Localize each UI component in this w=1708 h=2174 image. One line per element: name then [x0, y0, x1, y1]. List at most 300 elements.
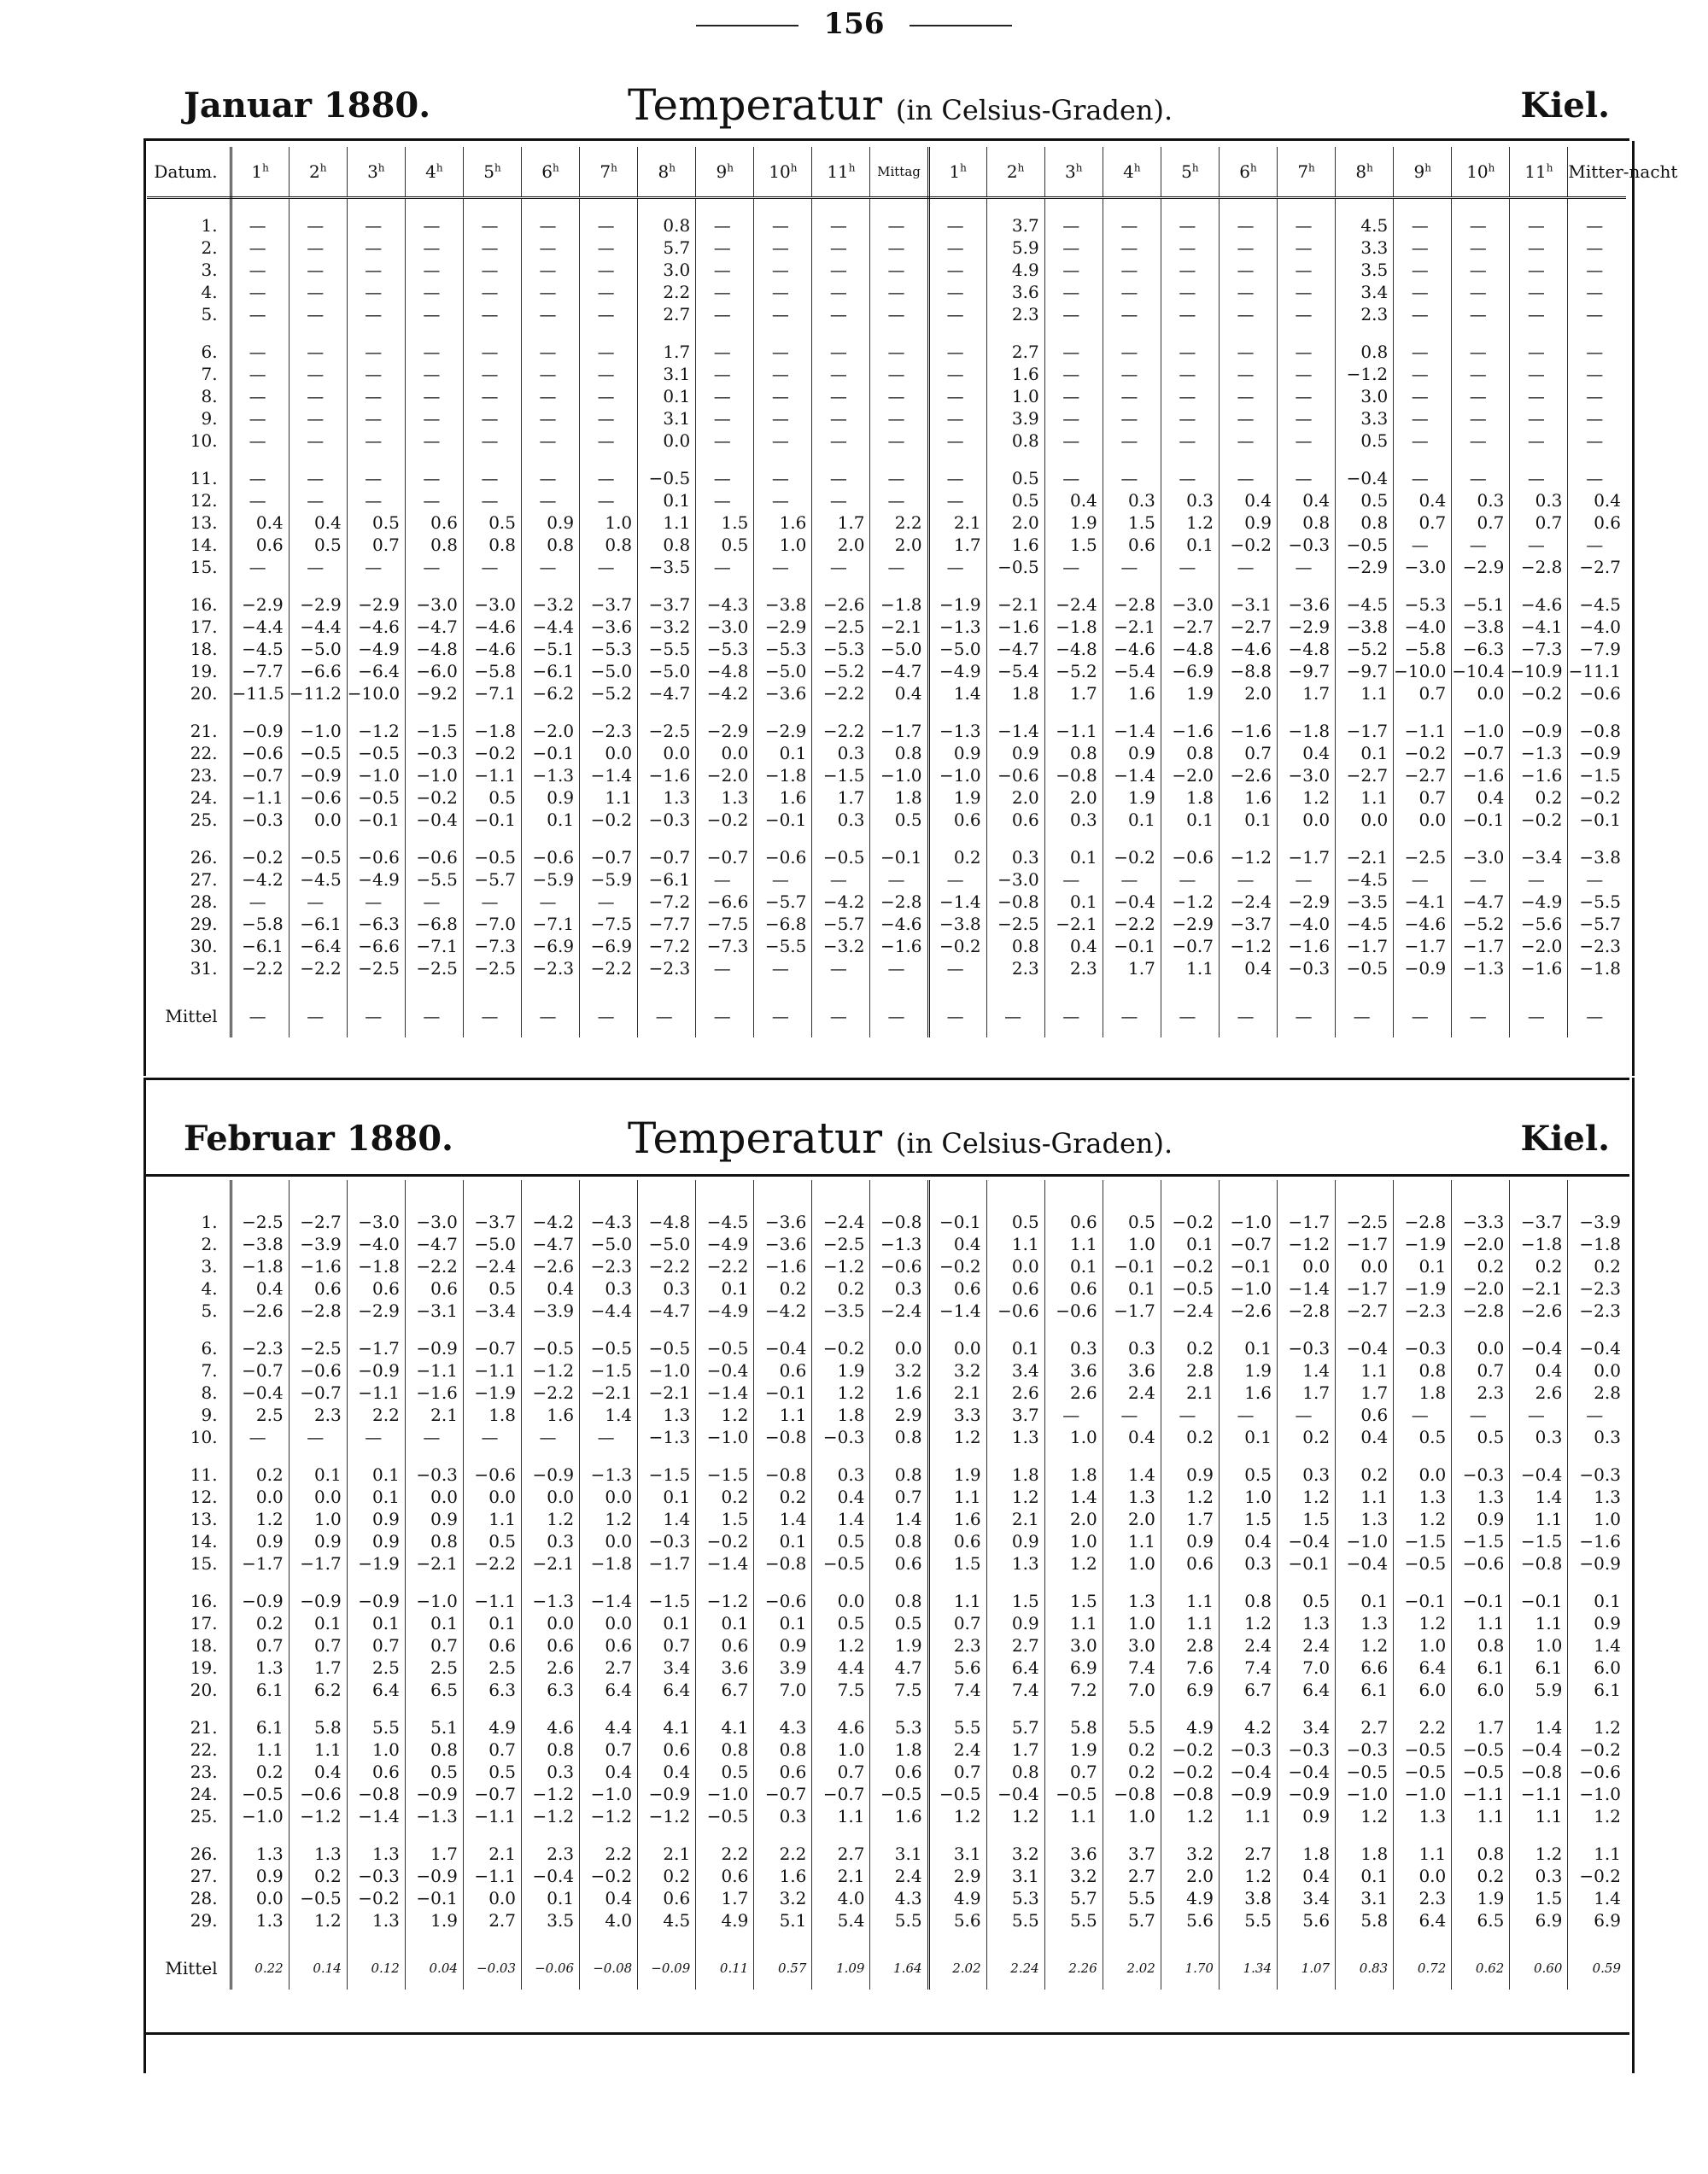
temperature-cell: −0.8	[870, 1211, 928, 1233]
temperature-cell: −0.1	[754, 809, 812, 831]
table-row	[147, 846, 1626, 868]
temperature-cell: 5.8	[1044, 1716, 1103, 1739]
gap-cell	[580, 704, 638, 720]
temperature-cell: −0.2	[1568, 1865, 1626, 1887]
gap-cell	[1219, 831, 1277, 846]
temperature-cell: —	[870, 430, 928, 452]
gap-cell	[928, 1701, 986, 1716]
temperature-cell: −0.1	[463, 809, 521, 831]
temperature-cell: —	[1510, 259, 1568, 281]
gap-cell	[1452, 1931, 1510, 1947]
temperature-cell: 0.0	[1394, 1464, 1452, 1486]
gap-cell	[1452, 1701, 1510, 1716]
temperature-cell: −1.6	[1452, 764, 1510, 786]
temperature-cell: 1.2	[522, 1508, 580, 1530]
temperature-cell: —	[1278, 467, 1336, 489]
temperature-cell: —	[754, 259, 812, 281]
temperature-cell: −0.2	[463, 742, 521, 764]
temperature-cell: −1.1	[231, 786, 289, 809]
temperature-cell: 0.5	[1103, 1211, 1161, 1233]
hour-suffix: h	[494, 161, 501, 174]
temperature-cell: —	[1103, 868, 1161, 891]
gap-cell	[1161, 325, 1219, 341]
temperature-cell: —	[1278, 556, 1336, 578]
temperature-cell: −0.9	[1568, 742, 1626, 764]
temperature-cell: 0.1	[1219, 1337, 1277, 1359]
gap-cell	[1452, 704, 1510, 720]
temperature-cell: 0.8	[580, 534, 638, 556]
gap-cell	[231, 578, 289, 593]
temperature-cell: −1.5	[1568, 764, 1626, 786]
temperature-cell: −5.4	[986, 660, 1044, 682]
temperature-cell: —	[580, 1426, 638, 1448]
temperature-cell: —	[289, 259, 347, 281]
temperature-cell: −1.8	[754, 764, 812, 786]
gap-cell	[1278, 1448, 1336, 1464]
temperature-cell: −0.5	[347, 786, 405, 809]
gap-cell	[1278, 452, 1336, 467]
temperature-cell: 1.1	[928, 1486, 986, 1508]
temperature-cell: 0.3	[1103, 1337, 1161, 1359]
temperature-cell: −4.5	[1336, 868, 1394, 891]
temperature-cell: 4.1	[638, 1716, 696, 1739]
temperature-cell: 0.5	[986, 1211, 1044, 1233]
group-gap-row	[147, 1575, 1626, 1590]
temperature-cell: −2.7	[1219, 616, 1277, 638]
temperature-cell: —	[1452, 237, 1510, 259]
hour-label: 5$^h$	[1181, 161, 1199, 182]
day-label: 7.	[147, 363, 231, 385]
temperature-cell: —	[928, 407, 986, 430]
gap-cell	[812, 325, 870, 341]
table-row	[147, 742, 1626, 764]
hour-header	[1219, 147, 1277, 198]
table-row	[147, 511, 1626, 534]
gap-cell	[696, 1322, 754, 1337]
temperature-cell: 6.5	[405, 1679, 463, 1701]
temperature-cell: −2.4	[463, 1255, 521, 1277]
temperature-cell: −3.2	[638, 616, 696, 638]
temperature-cell: —	[928, 303, 986, 325]
temperature-cell: −1.0	[1336, 1783, 1394, 1805]
hour-suffix: h	[553, 161, 559, 174]
temperature-cell: —	[1044, 407, 1103, 430]
gap-cell	[1452, 1575, 1510, 1590]
temperature-cell: −1.4	[580, 764, 638, 786]
temperature-cell: 0.8	[522, 534, 580, 556]
temperature-cell: −0.5	[1394, 1761, 1452, 1783]
temperature-cell: −3.6	[580, 616, 638, 638]
gap-cell	[1219, 578, 1277, 593]
temperature-cell: −1.7	[1336, 720, 1394, 742]
temperature-cell: 1.5	[1510, 1887, 1568, 1909]
temperature-cell: −1.2	[696, 1590, 754, 1612]
hour-header	[405, 147, 463, 198]
hour-suffix: h	[1191, 161, 1199, 174]
gap-cell	[1510, 1931, 1568, 1947]
temperature-cell: −0.8	[754, 1552, 812, 1575]
temperature-cell: —	[1568, 363, 1626, 385]
temperature-cell: −1.8	[463, 720, 521, 742]
temperature-cell: 1.9	[870, 1634, 928, 1657]
temperature-cell: 0.4	[1568, 489, 1626, 511]
hour-suffix: h	[1488, 161, 1495, 174]
mittel-cell: —	[1278, 995, 1336, 1037]
gap-cell	[147, 1931, 231, 1947]
temperature-cell: −0.6	[289, 1783, 347, 1805]
temperature-cell: −0.6	[986, 764, 1044, 786]
temperature-cell: 1.2	[928, 1426, 986, 1448]
temperature-cell: —	[1510, 363, 1568, 385]
temperature-cell: 0.5	[289, 534, 347, 556]
temperature-cell: —	[1510, 385, 1568, 407]
temperature-cell: —	[1568, 237, 1626, 259]
hour-label: 2$^h$	[1006, 161, 1025, 182]
temperature-cell: 0.9	[1103, 742, 1161, 764]
temperature-cell: —	[754, 467, 812, 489]
temperature-cell: 0.1	[1044, 846, 1103, 868]
temperature-cell: −1.1	[1452, 1783, 1510, 1805]
temperature-cell: −0.2	[1568, 786, 1626, 809]
temperature-cell: —	[405, 363, 463, 385]
temperature-cell: —	[289, 430, 347, 452]
temperature-cell: 5.5	[347, 1716, 405, 1739]
temperature-cell: —	[522, 341, 580, 363]
table-row	[147, 1739, 1626, 1761]
temperature-cell: 3.1	[928, 1843, 986, 1865]
temperature-cell: 1.7	[1044, 682, 1103, 704]
temperature-cell: 4.2	[1219, 1716, 1277, 1739]
temperature-cell: —	[1394, 430, 1452, 452]
temperature-cell: —	[1044, 556, 1103, 578]
temperature-cell: −3.2	[812, 935, 870, 957]
temperature-cell: −2.2	[812, 720, 870, 742]
gap-cell	[1103, 1448, 1161, 1464]
temperature-cell: −0.5	[812, 846, 870, 868]
temperature-cell: —	[347, 430, 405, 452]
gap-cell	[147, 979, 231, 995]
temperature-cell: 6.9	[1161, 1679, 1219, 1701]
temperature-cell: −1.2	[522, 1805, 580, 1827]
temperature-cell: 6.4	[986, 1657, 1044, 1679]
mittel-cell: −0.09	[638, 1947, 696, 1990]
temperature-cell: −0.5	[928, 1783, 986, 1805]
temperature-cell: −1.4	[928, 1300, 986, 1322]
table-row	[147, 489, 1626, 511]
temperature-cell: 1.6	[870, 1382, 928, 1404]
temperature-cell: 5.6	[1161, 1909, 1219, 1931]
temperature-cell: —	[231, 303, 289, 325]
temperature-cell: 0.4	[522, 1277, 580, 1300]
temperature-cell: —	[347, 467, 405, 489]
temperature-cell: −1.3	[522, 1590, 580, 1612]
temperature-cell: —	[289, 385, 347, 407]
hour-header	[986, 147, 1044, 198]
temperature-cell: —	[754, 430, 812, 452]
temperature-cell: 0.3	[522, 1761, 580, 1783]
table-row	[147, 1530, 1626, 1552]
temperature-cell: —	[812, 489, 870, 511]
spacer-cell	[147, 1180, 231, 1195]
temperature-cell: 0.0	[638, 430, 696, 452]
mittel-cell: —	[1568, 995, 1626, 1037]
gap-cell	[812, 704, 870, 720]
temperature-cell: 0.8	[870, 1426, 928, 1448]
temperature-cell: 0.0	[1452, 682, 1510, 704]
temperature-cell: −2.8	[870, 891, 928, 913]
temperature-cell: 2.5	[347, 1657, 405, 1679]
temperature-cell: −0.2	[928, 1255, 986, 1277]
temperature-cell: —	[463, 430, 521, 452]
gap-cell	[696, 578, 754, 593]
temperature-cell: −3.5	[638, 556, 696, 578]
gap-cell	[289, 831, 347, 846]
temperature-cell: −0.5	[986, 556, 1044, 578]
temperature-cell: −4.8	[1161, 638, 1219, 660]
temperature-cell: —	[1452, 430, 1510, 452]
temperature-cell: 1.1	[638, 511, 696, 534]
temperature-cell: —	[580, 407, 638, 430]
temperature-cell: −0.1	[1219, 1255, 1277, 1277]
temperature-cell: −6.9	[580, 935, 638, 957]
temperature-cell: 5.6	[928, 1657, 986, 1679]
gap-cell	[1568, 1575, 1626, 1590]
temperature-cell: 1.0	[347, 1739, 405, 1761]
day-label: 25.	[147, 1805, 231, 1827]
gap-cell	[580, 831, 638, 846]
gap-cell	[1336, 704, 1394, 720]
temperature-cell: 0.9	[1278, 1805, 1336, 1827]
temperature-cell: 0.4	[1278, 742, 1336, 764]
temperature-cell: −4.3	[696, 593, 754, 616]
temperature-cell: −3.0	[347, 1211, 405, 1233]
temperature-cell: −1.6	[1219, 720, 1277, 742]
mittel-cell: −0.08	[580, 1947, 638, 1990]
group-gap-row	[147, 1827, 1626, 1843]
temperature-cell: 1.2	[1568, 1716, 1626, 1739]
temperature-cell: 0.0	[522, 1486, 580, 1508]
table-row	[147, 764, 1626, 786]
temperature-cell: 0.2	[289, 1865, 347, 1887]
gap-cell	[1103, 1322, 1161, 1337]
temperature-cell: −1.8	[1510, 1233, 1568, 1255]
temperature-cell: −1.5	[1510, 1530, 1568, 1552]
temperature-cell: 0.0	[289, 809, 347, 831]
temperature-cell: —	[289, 363, 347, 385]
temperature-cell: 0.0	[580, 742, 638, 764]
temperature-cell: —	[1103, 467, 1161, 489]
temperature-cell: 1.2	[1219, 1612, 1277, 1634]
temperature-cell: −0.6	[1452, 1552, 1510, 1575]
temperature-cell: 0.6	[1161, 1552, 1219, 1575]
page-number: 156	[823, 7, 885, 41]
temperature-cell: —	[1568, 214, 1626, 237]
temperature-cell: 0.9	[754, 1634, 812, 1657]
temperature-cell: 0.5	[1336, 430, 1394, 452]
gap-cell	[1219, 1448, 1277, 1464]
temperature-cell: −2.3	[1568, 1300, 1626, 1322]
gap-cell	[638, 704, 696, 720]
mittel-cell: 1.34	[1219, 1947, 1277, 1990]
temperature-cell: −0.5	[1161, 1277, 1219, 1300]
mittel-cell: —	[1219, 995, 1277, 1037]
temperature-cell: 0.9	[347, 1530, 405, 1552]
temperature-cell: 1.3	[1452, 1486, 1510, 1508]
temperature-cell: 0.3	[870, 1277, 928, 1300]
temperature-cell: 0.5	[1336, 489, 1394, 511]
temperature-cell: —	[812, 214, 870, 237]
temperature-cell: —	[405, 281, 463, 303]
temperature-cell: 1.4	[1278, 1359, 1336, 1382]
temperature-cell: —	[1219, 259, 1277, 281]
temperature-cell: —	[696, 407, 754, 430]
gap-cell	[1161, 452, 1219, 467]
temperature-cell: —	[289, 237, 347, 259]
hour-label: 4$^h$	[1123, 161, 1141, 182]
temperature-cell: −5.4	[1103, 660, 1161, 682]
temperature-cell: —	[347, 281, 405, 303]
spacer-cell	[696, 1180, 754, 1195]
temperature-cell: −1.2	[1278, 1233, 1336, 1255]
temperature-cell: 4.9	[463, 1716, 521, 1739]
temperature-cell: −1.7	[1278, 846, 1336, 868]
temperature-cell: 2.7	[1103, 1865, 1161, 1887]
temperature-cell: 7.6	[1161, 1657, 1219, 1679]
gap-cell	[1510, 704, 1568, 720]
temperature-cell: 1.1	[231, 1739, 289, 1761]
gap-cell	[1452, 452, 1510, 467]
gap-cell	[1161, 1575, 1219, 1590]
gap-cell	[986, 1322, 1044, 1337]
temperature-cell: 0.1	[347, 1464, 405, 1486]
temperature-cell: 1.5	[1219, 1508, 1277, 1530]
temperature-cell: −2.9	[1452, 556, 1510, 578]
temperature-cell: 0.1	[1219, 809, 1277, 831]
temperature-cell: —	[1510, 341, 1568, 363]
temperature-cell: −0.2	[1161, 1211, 1219, 1233]
temperature-cell: —	[928, 868, 986, 891]
table-row	[147, 363, 1626, 385]
temperature-cell: −5.7	[754, 891, 812, 913]
temperature-cell: —	[1044, 259, 1103, 281]
gap-cell	[928, 1575, 986, 1590]
gap-cell	[1161, 1448, 1219, 1464]
gap-cell	[1219, 704, 1277, 720]
temperature-cell: −0.4	[1336, 1337, 1394, 1359]
temperature-cell: 0.9	[231, 1530, 289, 1552]
temperature-cell: 0.2	[812, 1277, 870, 1300]
temperature-cell: 1.5	[1278, 1508, 1336, 1530]
temperature-cell: −3.8	[1336, 616, 1394, 638]
temperature-cell: −1.2	[1219, 935, 1277, 957]
spacer-cell	[870, 1180, 928, 1195]
temperature-cell: −9.7	[1336, 660, 1394, 682]
temperature-cell: −2.6	[1219, 764, 1277, 786]
hour-suffix: h	[1366, 161, 1373, 174]
temperature-cell: −0.9	[289, 764, 347, 786]
temperature-cell: −0.9	[347, 1590, 405, 1612]
mittel-cell: —	[1452, 995, 1510, 1037]
temperature-cell: 0.1	[1103, 1277, 1161, 1300]
temperature-cell: —	[1510, 868, 1568, 891]
temperature-cell: −0.6	[522, 846, 580, 868]
temperature-cell: 0.6	[928, 1530, 986, 1552]
temperature-cell: 0.3	[1452, 489, 1510, 511]
temperature-cell: —	[1452, 214, 1510, 237]
gap-cell	[463, 1931, 521, 1947]
temperature-cell: −1.9	[463, 1382, 521, 1404]
gap-cell	[928, 979, 986, 995]
temperature-cell: —	[580, 281, 638, 303]
temperature-cell: —	[463, 407, 521, 430]
gap-cell	[870, 1931, 928, 1947]
gap-cell	[463, 452, 521, 467]
temperature-cell: 6.0	[1452, 1679, 1510, 1701]
table-row	[147, 1382, 1626, 1404]
top-spacer-row	[147, 1180, 1626, 1195]
day-label: 26.	[147, 1843, 231, 1865]
temperature-cell: 1.6	[754, 1865, 812, 1887]
temperature-cell: 1.1	[1044, 1233, 1103, 1255]
gap-cell	[1336, 1931, 1394, 1947]
temperature-cell: 2.0	[870, 534, 928, 556]
temperature-cell: 2.3	[289, 1404, 347, 1426]
gap-cell	[754, 831, 812, 846]
temperature-cell: 5.7	[1103, 1909, 1161, 1931]
temperature-cell: −0.6	[1568, 1761, 1626, 1783]
temperature-cell: −2.0	[1510, 935, 1568, 957]
temperature-cell: −0.5	[812, 1552, 870, 1575]
temperature-cell: −4.2	[696, 682, 754, 704]
spacer-cell	[580, 1180, 638, 1195]
temperature-cell: −5.0	[580, 1233, 638, 1255]
day-label: 22.	[147, 1739, 231, 1761]
group-gap-row	[147, 198, 1626, 215]
temperature-cell: −5.5	[638, 638, 696, 660]
temperature-cell: —	[231, 407, 289, 430]
mittel-cell: 2.02	[1103, 1947, 1161, 1990]
mittel-cell: 0.22	[231, 1947, 289, 1990]
bottom-rule	[143, 2032, 1629, 2035]
temperature-cell: 0.9	[231, 1865, 289, 1887]
temperature-cell: —	[347, 237, 405, 259]
gap-cell	[522, 452, 580, 467]
mittel-cell: −0.03	[463, 1947, 521, 1990]
temperature-cell: 0.0	[580, 1486, 638, 1508]
gap-cell	[580, 1827, 638, 1843]
temperature-cell: 1.4	[1044, 1486, 1103, 1508]
day-label: 2.	[147, 237, 231, 259]
temperature-cell: 0.1	[638, 489, 696, 511]
temperature-cell: −1.7	[1336, 935, 1394, 957]
temperature-cell: −0.4	[1278, 1761, 1336, 1783]
table-row	[147, 214, 1626, 237]
temperature-cell: −1.0	[696, 1783, 754, 1805]
day-label: 13.	[147, 1508, 231, 1530]
temperature-cell: −0.6	[463, 1464, 521, 1486]
temperature-cell: —	[1103, 385, 1161, 407]
hour-header	[754, 147, 812, 198]
temperature-cell: −3.4	[463, 1300, 521, 1322]
gap-cell	[522, 979, 580, 995]
mittel-cell: 0.83	[1336, 1947, 1394, 1990]
temperature-cell: 0.2	[1452, 1255, 1510, 1277]
temperature-cell: 1.1	[1336, 786, 1394, 809]
gap-cell	[638, 1322, 696, 1337]
temperature-cell: —	[1161, 556, 1219, 578]
temperature-cell: 3.2	[754, 1887, 812, 1909]
temperature-cell: 1.1	[1452, 1805, 1510, 1827]
